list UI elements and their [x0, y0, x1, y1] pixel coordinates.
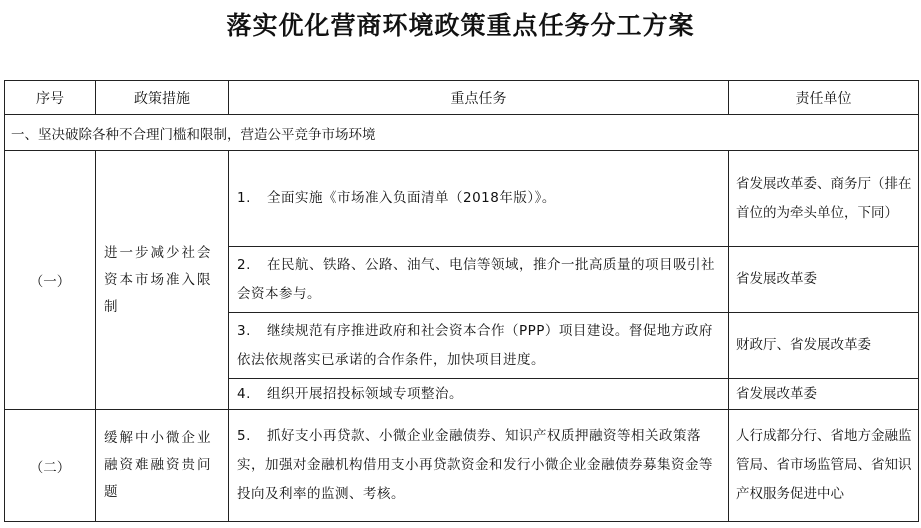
task-number: 4.	[237, 385, 251, 402]
task-cell	[229, 313, 729, 379]
table-row	[5, 151, 919, 247]
page-title: 落实优化营商环境政策重点任务分工方案	[226, 11, 695, 40]
header-row	[5, 81, 919, 115]
task-text: 继续规范有序推进政府和社会资本合作（PPP）项目建设。督促地方政府依法依规落实已承诺的合作条件，加快项目进度。	[237, 322, 713, 368]
unit-cell: 财政厅、省发展改革委	[729, 313, 919, 379]
unit-cell: 省发展改革委	[729, 379, 919, 410]
header-seq: 序号	[5, 81, 96, 115]
task-cell	[229, 410, 729, 522]
unit-cell: 省发展改革委	[729, 247, 919, 313]
task-table	[4, 80, 919, 522]
task-cell	[229, 379, 729, 410]
task-text: 组织开展招投标领域专项整治。	[267, 385, 463, 402]
task-number: 1.	[237, 190, 251, 206]
header-unit: 责任单位	[729, 81, 919, 115]
task-number: 2.	[237, 256, 251, 273]
group-measure: 进一步减少社会资本市场准入限制	[96, 151, 229, 410]
unit-cell: 省发展改革委、商务厅（排在首位的为牵头单位，下同）	[729, 151, 919, 247]
task-number: 3.	[237, 322, 251, 339]
group-measure: 缓解中小微企业融资难融资贵问题	[96, 410, 229, 522]
task-number: 5.	[237, 428, 251, 444]
group-seq: （一）	[5, 151, 96, 410]
table-row	[5, 410, 919, 522]
group-seq: （二）	[5, 410, 96, 522]
unit-cell: 人行成都分行、省地方金融监管局、省市场监管局、省知识产权服务促进中心	[729, 410, 919, 522]
task-text: 抓好支小再贷款、小微企业金融债券、知识产权质押融资等相关政策落实，加强对金融机构借用支小再贷款资金和发行小微企业金融债券募集资金等投向及利率的监测、考核。	[237, 428, 713, 502]
task-cell	[229, 151, 729, 247]
task-text: 全面实施《市场准入负面清单（2018年版）》。	[267, 190, 556, 206]
task-cell	[229, 247, 729, 313]
section-heading: 一、坚决破除各种不合理门槛和限制，营造公平竞争市场环境	[5, 115, 919, 151]
header-task: 重点任务	[229, 81, 729, 115]
task-text: 在民航、铁路、公路、油气、电信等领域，推介一批高质量的项目吸引社会资本参与。	[237, 256, 715, 302]
header-measure: 政策措施	[96, 81, 229, 115]
section-row	[5, 115, 919, 151]
